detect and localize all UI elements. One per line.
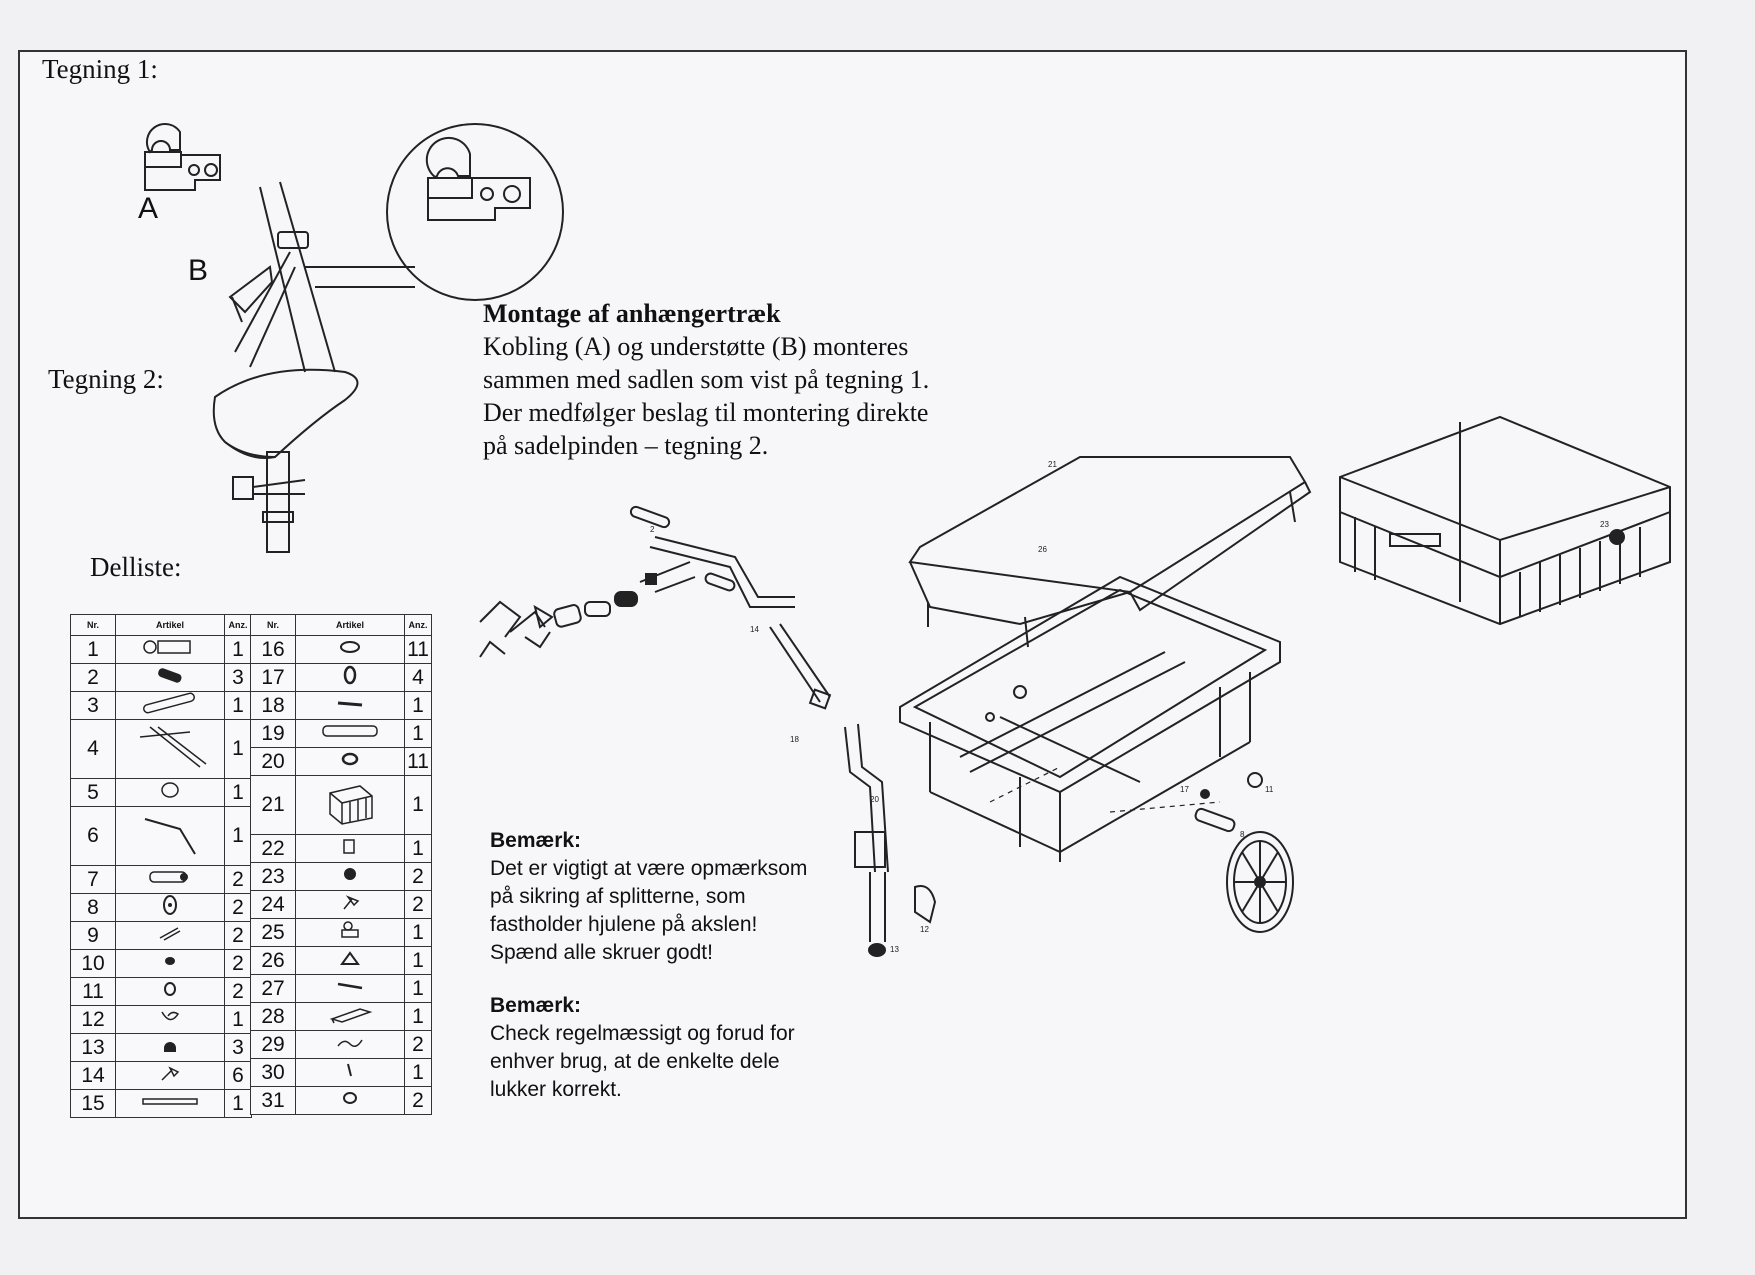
part-icon xyxy=(296,1031,405,1059)
part-number: 28 xyxy=(251,1003,296,1031)
part-quantity: 2 xyxy=(225,978,252,1006)
table-row xyxy=(71,720,252,779)
svg-text:12: 12 xyxy=(920,925,929,934)
part-icon xyxy=(116,779,225,807)
part-number: 22 xyxy=(251,835,296,863)
part-icon xyxy=(296,1059,405,1087)
svg-text:20: 20 xyxy=(870,795,879,804)
part-icon xyxy=(296,891,405,919)
part-icon xyxy=(296,919,405,947)
part-quantity: 1 xyxy=(225,779,252,807)
part-quantity: 1 xyxy=(225,1006,252,1034)
part-quantity: 11 xyxy=(405,748,432,776)
part-quantity: 2 xyxy=(225,922,252,950)
svg-text:8: 8 xyxy=(1240,830,1245,839)
table-row xyxy=(71,894,252,922)
note-line: fastholder hjulene på akslen! xyxy=(490,913,758,936)
part-number: 19 xyxy=(251,720,296,748)
col-nr: Nr. xyxy=(251,615,296,636)
hitch-assembly-line: Kobling (A) og understøtte (B) monteres xyxy=(483,332,909,361)
table-row xyxy=(251,1087,432,1115)
part-number: 11 xyxy=(71,978,116,1006)
note-title: Bemærk: xyxy=(490,994,582,1017)
part-quantity: 1 xyxy=(405,919,432,947)
label-a: A xyxy=(138,192,159,225)
wheel-part xyxy=(1194,773,1293,932)
part-icon xyxy=(296,975,405,1003)
part-quantity: 3 xyxy=(225,1034,252,1062)
part-quantity: 2 xyxy=(405,863,432,891)
table-row xyxy=(71,664,252,692)
table-row xyxy=(71,950,252,978)
part-icon xyxy=(116,692,225,720)
part-number: 12 xyxy=(71,1006,116,1034)
part-quantity: 1 xyxy=(405,720,432,748)
part-quantity: 1 xyxy=(225,807,252,866)
part-quantity: 1 xyxy=(405,776,432,835)
drawbar-part xyxy=(629,505,935,956)
table-row xyxy=(71,978,252,1006)
table-row xyxy=(251,692,432,720)
table-row xyxy=(71,692,252,720)
part-quantity: 1 xyxy=(405,1003,432,1031)
part-number: 6 xyxy=(71,807,116,866)
part-quantity: 1 xyxy=(225,720,252,779)
svg-text:11: 11 xyxy=(1265,785,1274,794)
table-row xyxy=(71,866,252,894)
part-icon xyxy=(116,807,225,866)
part-number: 16 xyxy=(251,636,296,664)
part-quantity: 1 xyxy=(225,692,252,720)
part-icon xyxy=(296,835,405,863)
part-icon xyxy=(116,1006,225,1034)
part-quantity: 6 xyxy=(225,1062,252,1090)
part-quantity: 4 xyxy=(405,664,432,692)
part-number: 13 xyxy=(71,1034,116,1062)
lid-part xyxy=(910,457,1310,647)
trailer-exploded-diagram xyxy=(460,362,1680,1062)
part-number: 26 xyxy=(251,947,296,975)
part-number: 7 xyxy=(71,866,116,894)
part-icon xyxy=(116,1034,225,1062)
table-row xyxy=(71,1090,252,1118)
table-row xyxy=(251,748,432,776)
part-quantity: 1 xyxy=(405,947,432,975)
table-row xyxy=(251,891,432,919)
col-anz: Anz. xyxy=(225,615,252,636)
svg-text:14: 14 xyxy=(750,625,759,634)
hitch-assembly-line: sammen med sadlen som vist på tegning 1. xyxy=(483,365,930,394)
part-quantity: 1 xyxy=(405,1059,432,1087)
part-number: 23 xyxy=(251,863,296,891)
drawing1-label: Tegning 1: xyxy=(42,54,158,84)
part-quantity: 1 xyxy=(225,1090,252,1118)
trailer-frame-part xyxy=(900,577,1280,862)
parts-table-left xyxy=(70,614,252,1118)
part-number: 24 xyxy=(251,891,296,919)
part-number: 21 xyxy=(251,776,296,835)
part-icon xyxy=(116,1090,225,1118)
part-number: 1 xyxy=(71,636,116,664)
note-line: Check regelmæssigt og forud for xyxy=(490,1022,795,1045)
part-number: 3 xyxy=(71,692,116,720)
part-number: 27 xyxy=(251,975,296,1003)
table-row xyxy=(251,776,432,835)
drawing2-label: Tegning 2: xyxy=(48,364,164,394)
part-quantity: 11 xyxy=(405,636,432,664)
table-row xyxy=(71,1062,252,1090)
note-line: Det er vigtigt at være opmærksom xyxy=(490,857,808,880)
note-title: Bemærk: xyxy=(490,829,582,852)
table-row xyxy=(251,1031,432,1059)
part-icon xyxy=(296,776,405,835)
hitch-assembly-title: Montage af anhængertræk xyxy=(483,299,781,328)
drawing2-saddle-illustration xyxy=(205,362,395,562)
part-icon xyxy=(296,636,405,664)
part-icon xyxy=(296,947,405,975)
parts-table-right xyxy=(250,614,432,1115)
table-row xyxy=(71,779,252,807)
hitch-assembly-line: på sadelpinden – tegning 2. xyxy=(483,431,769,460)
part-quantity: 2 xyxy=(225,894,252,922)
part-quantity: 1 xyxy=(405,692,432,720)
table-row xyxy=(251,919,432,947)
part-icon xyxy=(296,692,405,720)
label-b: B xyxy=(188,254,209,287)
part-icon xyxy=(296,863,405,891)
table-row xyxy=(251,1003,432,1031)
table-row xyxy=(251,975,432,1003)
col-artikel: Artikel xyxy=(116,615,225,636)
table-row xyxy=(251,664,432,692)
part-icon xyxy=(116,1062,225,1090)
coupling-small-parts xyxy=(480,562,695,657)
part-number: 10 xyxy=(71,950,116,978)
table-row xyxy=(251,636,432,664)
storage-box-part xyxy=(1340,417,1670,624)
part-number: 15 xyxy=(71,1090,116,1118)
part-quantity: 3 xyxy=(225,664,252,692)
col-nr: Nr. xyxy=(71,615,116,636)
table-row xyxy=(251,720,432,748)
table-row xyxy=(251,863,432,891)
part-quantity: 2 xyxy=(225,950,252,978)
part-icon xyxy=(116,636,225,664)
part-number: 20 xyxy=(251,748,296,776)
part-number: 18 xyxy=(251,692,296,720)
table-row xyxy=(251,1059,432,1087)
svg-text:18: 18 xyxy=(790,735,799,744)
part-quantity: 1 xyxy=(225,636,252,664)
part-icon xyxy=(116,894,225,922)
svg-text:13: 13 xyxy=(890,945,899,954)
table-row xyxy=(71,1006,252,1034)
part-icon xyxy=(296,720,405,748)
table-row xyxy=(71,922,252,950)
part-quantity: 1 xyxy=(405,975,432,1003)
part-quantity: 2 xyxy=(405,1087,432,1115)
part-number: 9 xyxy=(71,922,116,950)
svg-text:2: 2 xyxy=(650,525,655,534)
part-icon xyxy=(296,1003,405,1031)
svg-text:26: 26 xyxy=(1038,545,1047,554)
part-quantity: 1 xyxy=(405,835,432,863)
table-row xyxy=(251,947,432,975)
part-number: 25 xyxy=(251,919,296,947)
part-number: 4 xyxy=(71,720,116,779)
part-number: 8 xyxy=(71,894,116,922)
parts-list-title: Delliste: xyxy=(90,552,182,582)
table-row xyxy=(71,807,252,866)
part-quantity: 2 xyxy=(225,866,252,894)
part-icon xyxy=(116,978,225,1006)
table-row xyxy=(71,636,252,664)
part-number: 17 xyxy=(251,664,296,692)
part-number: 2 xyxy=(71,664,116,692)
part-icon xyxy=(116,866,225,894)
hitch-assembly-line: Der medfølger beslag til montering direkte xyxy=(483,398,929,427)
table-row xyxy=(71,1034,252,1062)
part-quantity: 2 xyxy=(405,891,432,919)
svg-text:21: 21 xyxy=(1048,460,1057,469)
part-number: 14 xyxy=(71,1062,116,1090)
part-icon xyxy=(296,748,405,776)
instruction-sheet xyxy=(18,50,1687,1219)
note-line: enhver brug, at de enkelte dele xyxy=(490,1050,780,1073)
part-icon xyxy=(296,664,405,692)
note-line: Spænd alle skruer godt! xyxy=(490,941,713,964)
part-number: 31 xyxy=(251,1087,296,1115)
part-icon xyxy=(296,1087,405,1115)
part-icon xyxy=(116,664,225,692)
svg-text:17: 17 xyxy=(1180,785,1189,794)
note-line: lukker korrekt. xyxy=(490,1078,622,1101)
table-row xyxy=(251,835,432,863)
col-anz: Anz. xyxy=(405,615,432,636)
svg-text:23: 23 xyxy=(1600,520,1609,529)
part-quantity: 2 xyxy=(405,1031,432,1059)
col-artikel: Artikel xyxy=(296,615,405,636)
part-icon xyxy=(116,720,225,779)
part-icon xyxy=(116,950,225,978)
part-number: 5 xyxy=(71,779,116,807)
part-icon xyxy=(116,922,225,950)
note-line: på sikring af splitterne, som xyxy=(490,885,746,908)
part-number: 29 xyxy=(251,1031,296,1059)
part-number: 30 xyxy=(251,1059,296,1087)
